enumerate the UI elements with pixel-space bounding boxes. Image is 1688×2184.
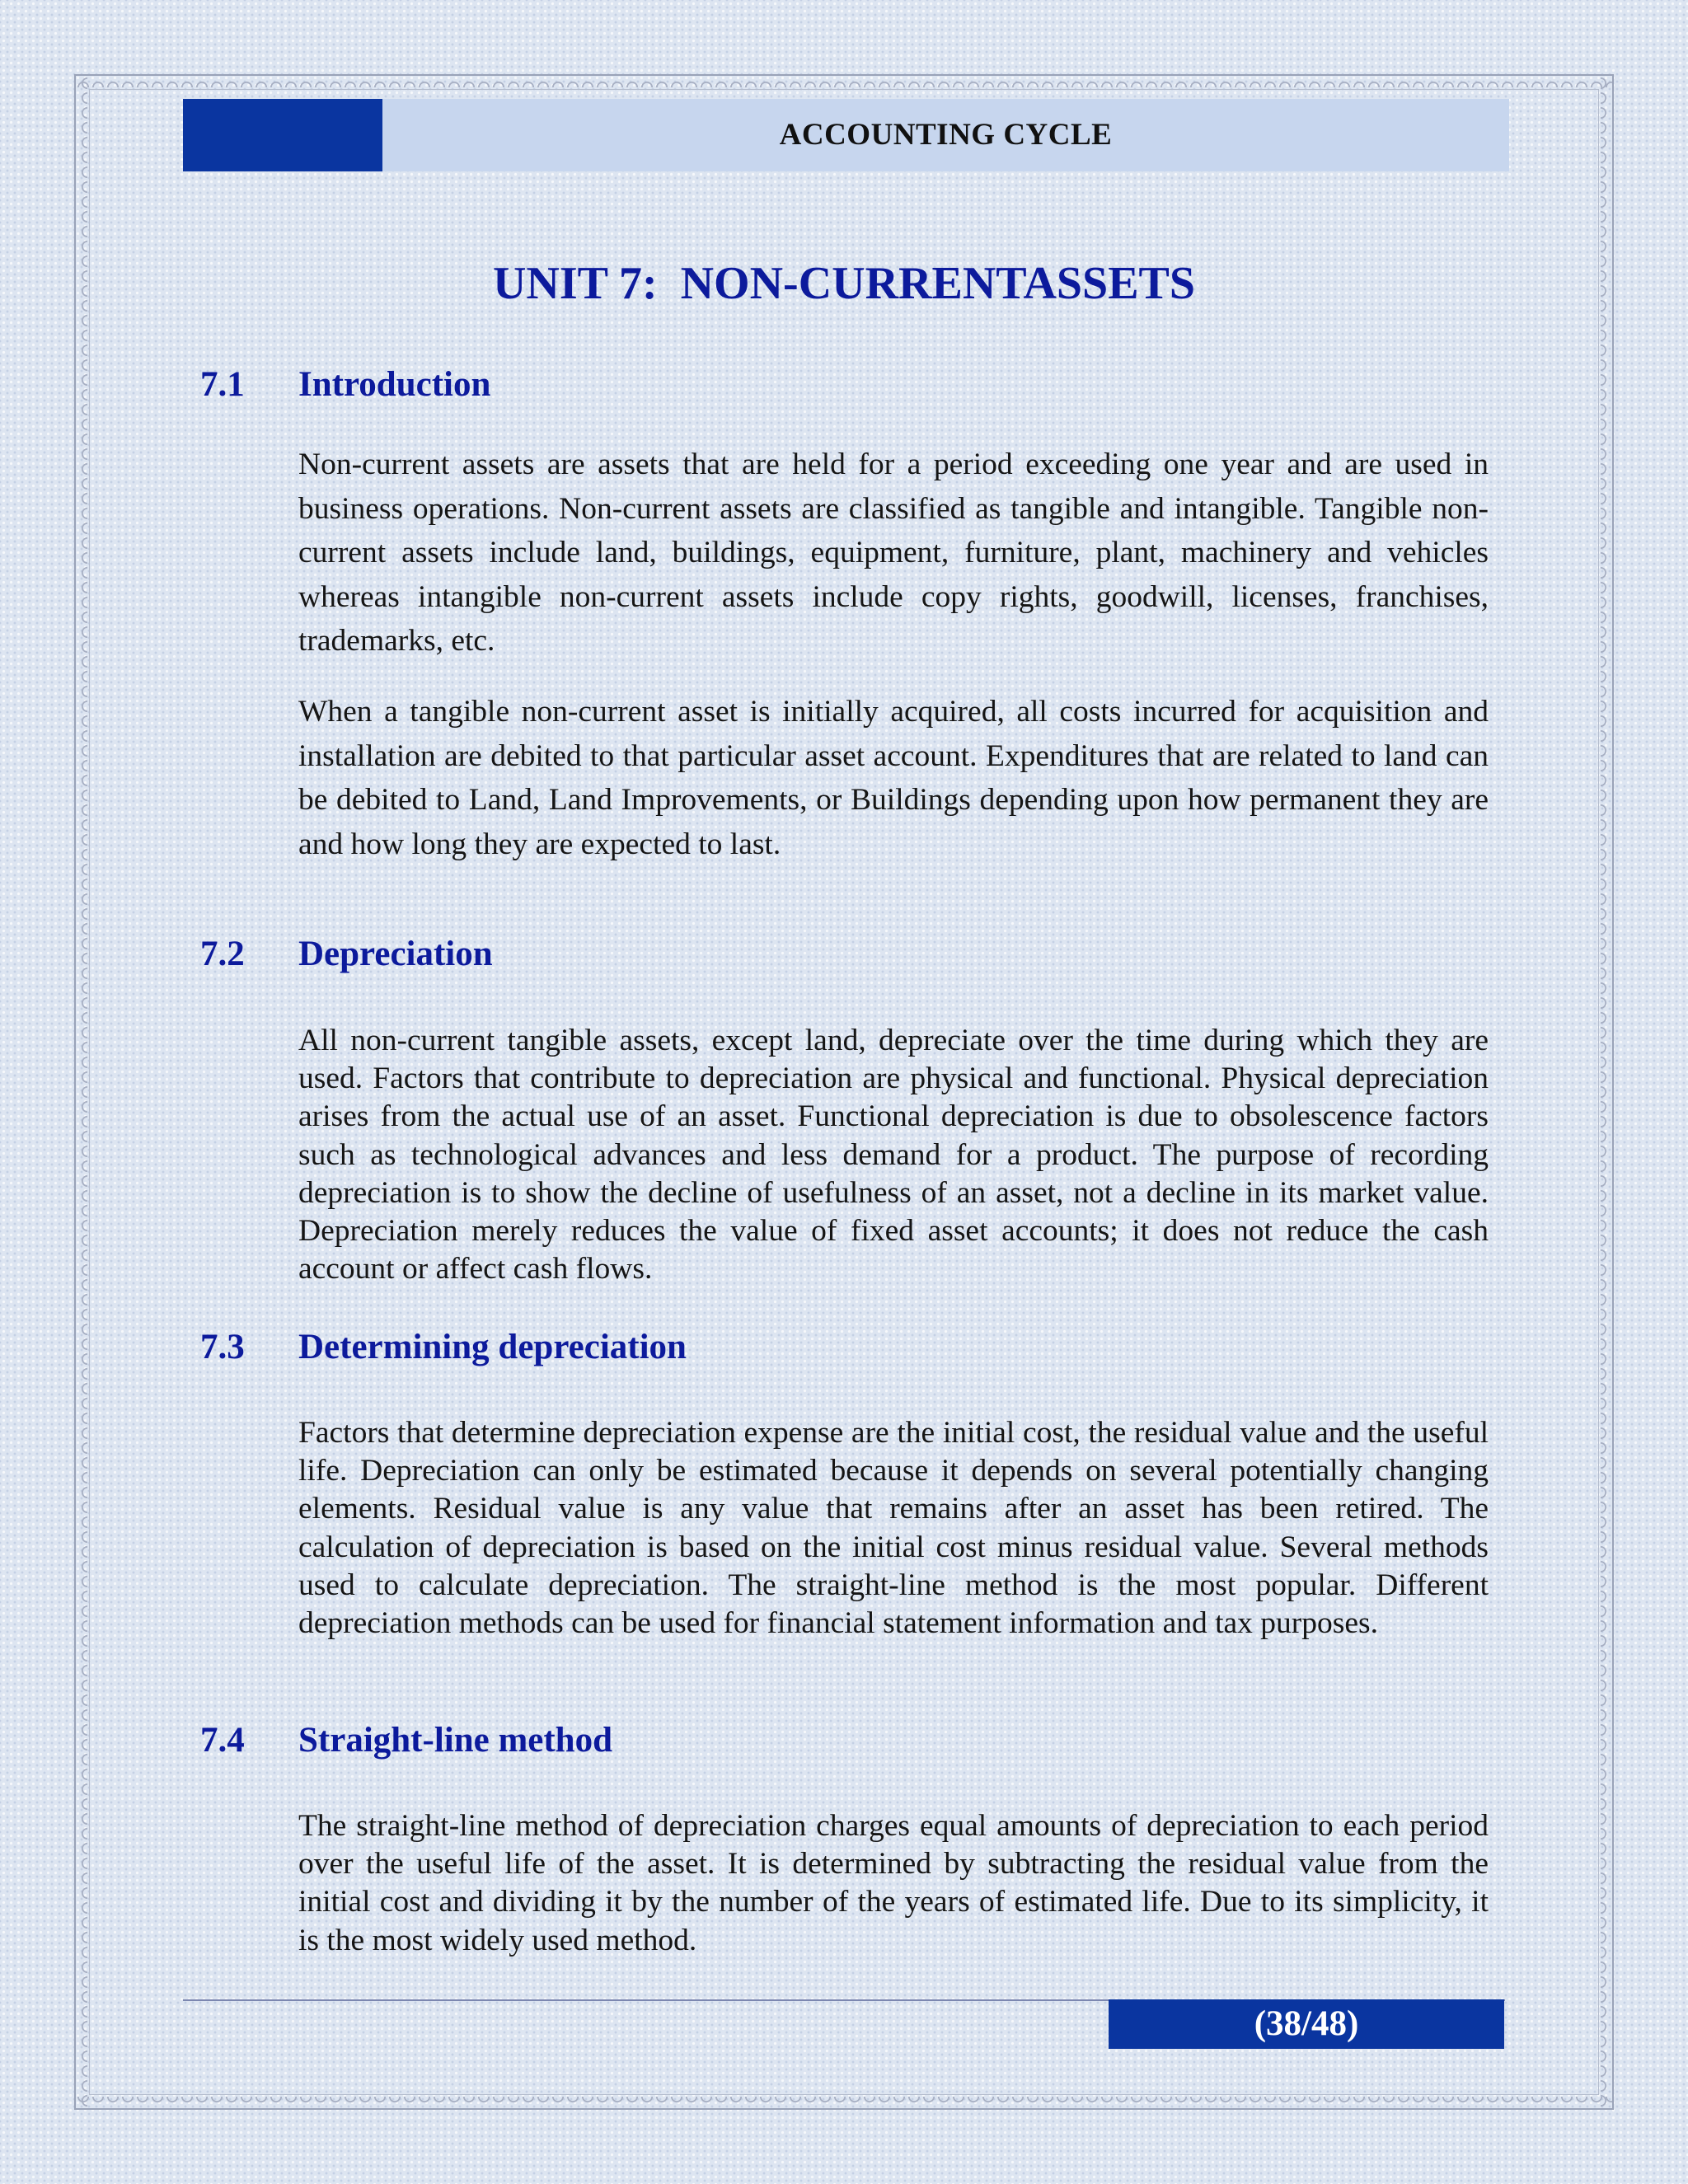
- section-title: Depreciation: [298, 935, 493, 973]
- section-number: 7.1: [200, 365, 245, 404]
- paragraph-determining-depreciation: Factors that determine depreciation expense are the initial cost, the residual value and the useful life. Depreciation can only be estimated because it depends on several potentially changing elements. Residual value is any value that remains after an asset has been retired. The calculation of depreciation is based on the initial cost minus residual value. Several methods used to calculate depreciation. The straight-line method is the most popular. Different depreciation methods can be used for financial statement information and tax purposes.: [298, 1416, 1489, 1641]
- section-number: 7.4: [200, 1721, 245, 1760]
- section-number: 7.2: [200, 935, 245, 973]
- section-heading-introduction: [200, 364, 490, 405]
- page-number: (38/48): [1109, 1999, 1504, 2049]
- section-heading-depreciation: [200, 934, 493, 974]
- unit-title: UNIT 7: NON-CURRENTASSETS: [492, 258, 1196, 309]
- running-header: [183, 99, 1509, 171]
- header-color-block: [183, 99, 382, 171]
- section-title: Introduction: [298, 365, 491, 404]
- section-heading-determining-depreciation: [200, 1327, 687, 1367]
- paragraph-introduction-1: Non-current assets are assets that are held for a period exceeding one year and are used in business operations. Non-current assets are classified as tangible and intangible. Tangible non-current assets include land, buildings, equipment, furniture, plant, machinery and vehicles whereas intangible non-current assets include copy rights, goodwill, licenses, franchises, trademarks, etc.: [298, 448, 1489, 658]
- paragraph-straight-line-method: The straight-line method of depreciation charges equal amounts of depreciation to each period over the useful life of the asset. It is determined by subtracting the residual value from the initial cost and dividing it by the number of the years of estimated life. Due to its simplicity, it is the most widely used method.: [298, 1809, 1489, 1957]
- section-heading-straight-line-method: [200, 1720, 612, 1760]
- paragraph-depreciation: All non-current tangible assets, except land, depreciate over the time during which they are used. Factors that contribute to depreciation are physical and functional. Physical depreciation arises from the actual use of an asset. Functional depreciation is due to obsolescence factors such as technological advances and less demand for a product. The purpose of recording depreciation is to show the decline of usefulness of an asset, not a decline in its market value. Depreciation merely reduces the value of fixed asset accounts; it does not reduce the cash account or affect cash flows.: [298, 1024, 1489, 1286]
- paragraph-introduction-2: When a tangible non-current asset is initially acquired, all costs incurred for acquisition and installation are debited to that particular asset account. Expenditures that are related to land can be debited to Land, Land Improvements, or Buildings depending upon how permanent they are and how long they are expected to last.: [298, 695, 1489, 861]
- section-title: Determining depreciation: [298, 1328, 687, 1366]
- header-title: ACCOUNTING CYCLE: [779, 118, 1113, 152]
- section-title: Straight-line method: [298, 1721, 613, 1760]
- section-number: 7.3: [200, 1328, 245, 1366]
